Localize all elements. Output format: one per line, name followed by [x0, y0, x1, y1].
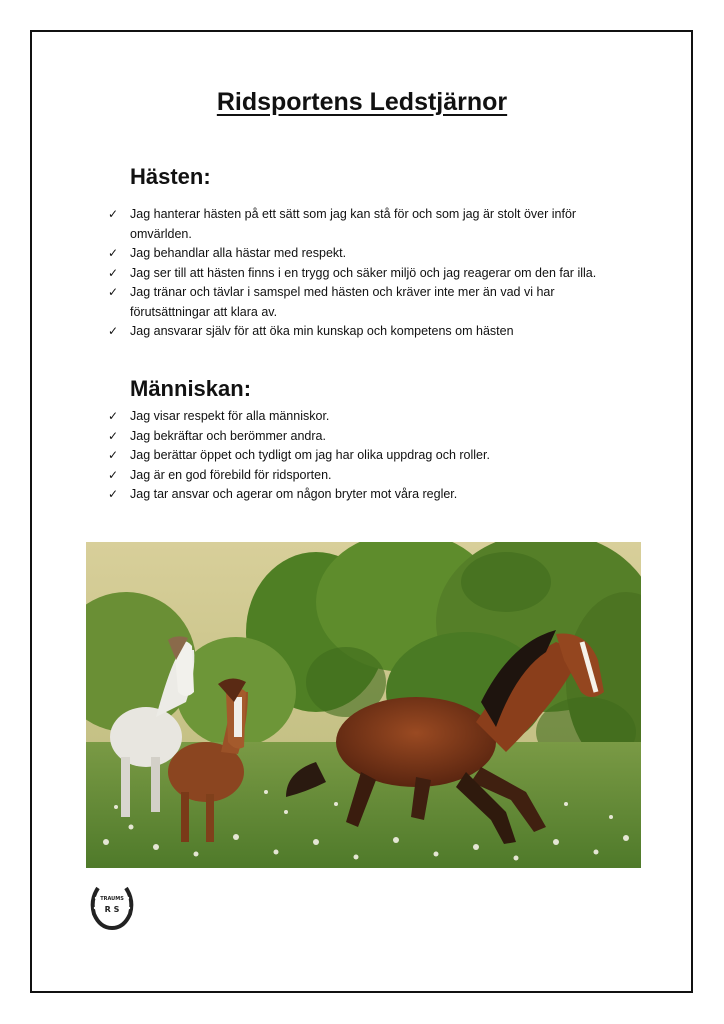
checkmark-icon: ✓	[108, 409, 119, 423]
checkmark-icon: ✓	[108, 467, 119, 482]
checkmark-icon: ✓	[108, 324, 119, 338]
checkmark-icon: ✓	[108, 428, 119, 443]
list-item: ✓ Jag visar respekt för alla människor.	[108, 407, 628, 427]
hasten-list	[108, 205, 628, 342]
checkmark-icon: ✓	[108, 246, 119, 260]
list-item: ✓ Jag hanterar hästen på ett sätt som jag kan stå för och som jag är stolt över inför omvärlden.	[108, 207, 577, 241]
list-item: ✓ Jag ser till att hästen finns i en trygg och säker miljö och jag reagerar om den far illa.	[108, 264, 628, 284]
checkmark-icon: ✓	[108, 487, 119, 501]
page-title: Ridsportens Ledstjärnor	[216, 88, 508, 116]
section-heading-manniskan: Människan:	[130, 376, 252, 401]
svg-text:TRAUMS: TRAUMS	[100, 896, 124, 902]
list-item: ✓ Jag bekräftar och berömmer andra.	[108, 427, 628, 447]
list-item: ✓ Jag tar ansvar och agerar om någon bryter mot våra regler.	[108, 485, 628, 505]
checkmark-icon: ✓	[108, 207, 119, 221]
checkmark-icon: ✓	[108, 448, 119, 462]
checkmark-icon: ✓	[108, 265, 119, 280]
list-item: ✓ Jag är en god förebild för ridsporten.	[108, 466, 628, 486]
list-item: ✓ Jag tränar och tävlar i samspel med hästen och kräver inte mer än vad vi har förutsättningar att klara av.	[108, 285, 555, 319]
horses-photo	[86, 542, 641, 868]
section-heading-hasten: Hästen:	[130, 164, 211, 189]
svg-text:R S: R S	[104, 905, 120, 914]
club-logo	[88, 880, 136, 930]
list-item: ✓ Jag ansvarar själv för att öka min kunskap och kompetens om hästen	[108, 322, 628, 342]
list-item: ✓ Jag berättar öppet och tydligt om jag har olika uppdrag och roller.	[108, 446, 628, 466]
list-item: ✓ Jag behandlar alla hästar med respekt.	[108, 244, 628, 264]
manniskan-list	[108, 407, 628, 505]
checkmark-icon: ✓	[108, 285, 119, 299]
